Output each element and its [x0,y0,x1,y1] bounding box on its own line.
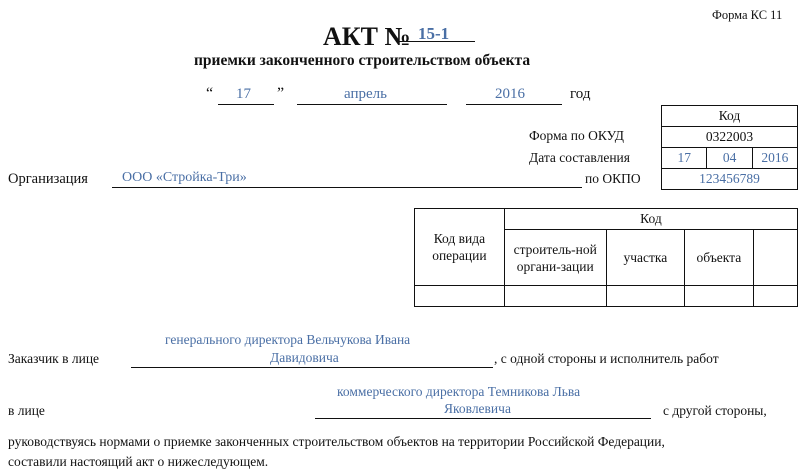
date-month-underline [297,104,447,105]
form-label: Форма КС 11 [712,8,783,22]
body-text-line2: составили настоящий акт о нижеследующем. [8,454,269,469]
contractor-name-line2[interactable]: Яковлевича [444,401,511,416]
date-year[interactable]: 2016 [495,86,525,102]
builder-org-value[interactable] [504,286,606,307]
date-open-quote: “ [206,85,214,102]
builder-org-header [504,230,606,286]
act-number[interactable]: 15-1 [418,24,450,43]
extra-value[interactable] [753,286,797,307]
extra-header [753,230,797,286]
customer-suffix: , с одной стороны и исполнитель работ [494,351,719,366]
body-text-line1: руководствуясь нормами о приемке законченных строительством объектов на территории Российской Федерации, [8,434,665,449]
customer-underline [131,367,493,368]
contractor-label: в лице [8,403,45,418]
operation-type-header [415,209,505,286]
section-value[interactable] [606,286,684,307]
date-year-underline [466,104,562,105]
builder-org-label: строитель-ной органи-зации [513,241,597,274]
organization-underline [112,187,582,188]
codes-header: Код [662,106,798,127]
object-header: объекта [685,230,754,286]
date-compiled-label: Дата составления [529,150,630,165]
date-month[interactable]: апрель [344,86,387,102]
date-day-underline [218,104,274,105]
date-compiled-day[interactable]: 17 [662,148,707,169]
okpo-label: по ОКПО [585,171,641,186]
operation-type-label: Код вида операции [432,231,487,263]
operation-type-value[interactable] [415,286,505,307]
contractor-underline [315,418,651,419]
customer-name-line2[interactable]: Давидовича [270,350,339,365]
organization-value[interactable]: ООО «Стройка-Три» [122,170,247,185]
okud-value[interactable]: 0322003 [662,127,798,148]
codes-table [661,105,798,190]
contractor-name-line1[interactable]: коммерческого директора Темникова Льва [337,384,581,399]
act-number-underline [397,41,475,42]
date-compiled-month[interactable]: 04 [707,148,752,169]
date-close-quote: ” [277,85,285,102]
customer-name-line1[interactable]: генерального директора Вельчукова Ивана [165,332,411,347]
operation-code-header: Код [504,209,797,230]
date-year-suffix: год [570,86,591,102]
date-day[interactable]: 17 [236,86,251,102]
act-title: АКТ № [323,22,411,51]
operation-code-table [414,208,798,307]
date-compiled-year[interactable]: 2016 [752,148,797,169]
section-header: участка [606,230,684,286]
object-value[interactable] [685,286,754,307]
act-subtitle: приемки законченного строительством объекта [194,52,531,69]
organization-label: Организация [8,171,88,187]
contractor-suffix: с другой стороны, [663,403,767,418]
okud-label: Форма по ОКУД [529,128,625,143]
okpo-value[interactable]: 123456789 [662,169,798,190]
customer-label: Заказчик в лице [8,351,100,366]
